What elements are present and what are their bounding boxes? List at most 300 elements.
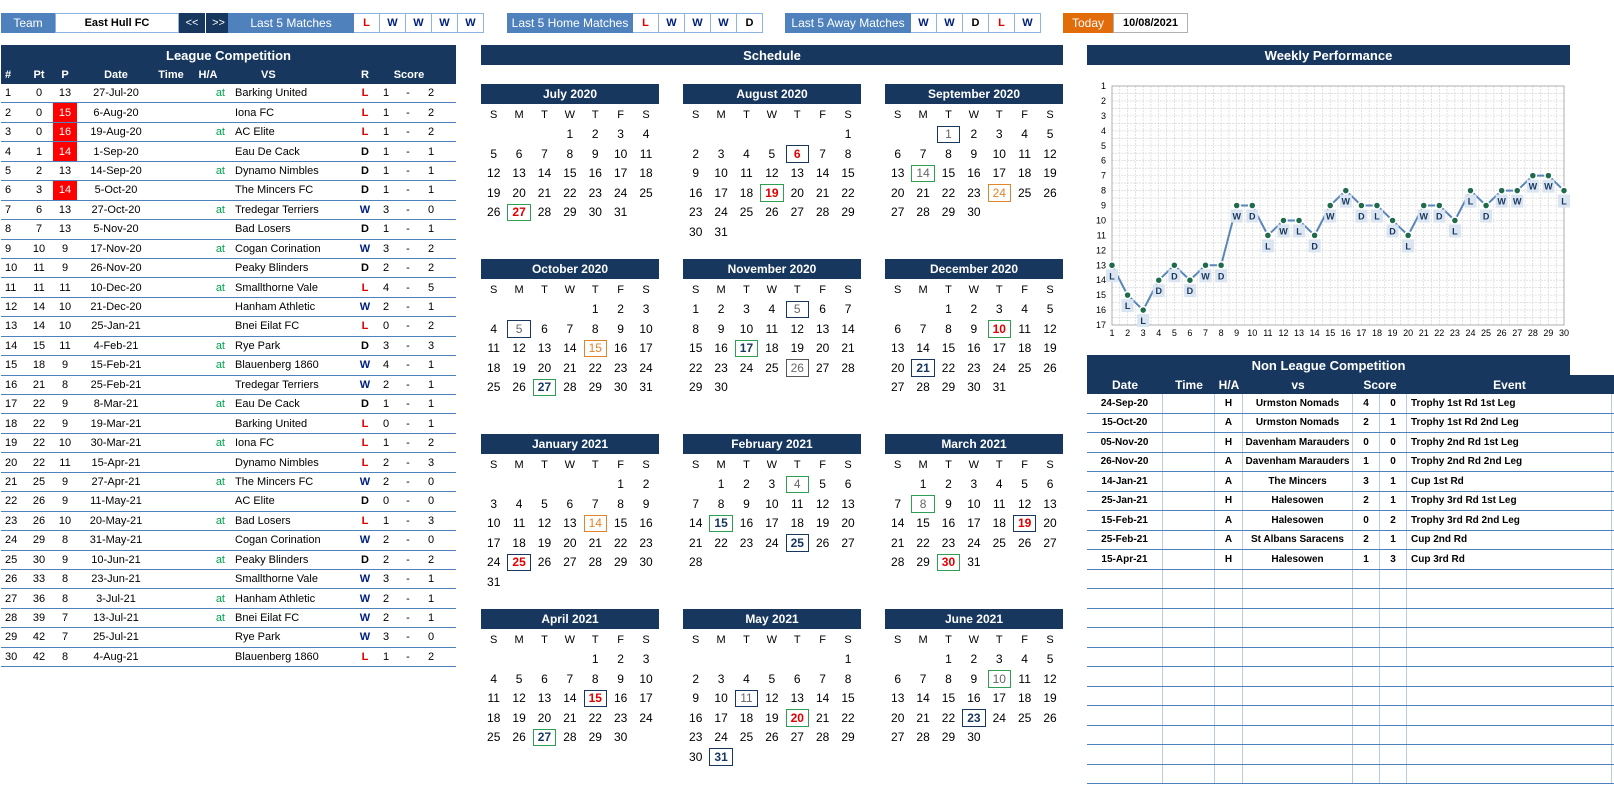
calendar-day[interactable]: 10 xyxy=(714,166,728,181)
empty-row[interactable] xyxy=(1087,726,1614,746)
calendar-day[interactable]: 3 xyxy=(617,127,624,142)
match-day[interactable]: 20 xyxy=(785,708,810,728)
calendar-day[interactable]: 6 xyxy=(1046,477,1054,492)
calendar-day[interactable]: 25 xyxy=(639,185,653,200)
calendar-day[interactable]: 27 xyxy=(891,205,905,220)
calendar-day[interactable]: 22 xyxy=(941,360,956,375)
calendar-day[interactable]: 9 xyxy=(692,166,700,181)
calendar-day[interactable]: 12 xyxy=(512,341,526,356)
calendar-day[interactable]: 25 xyxy=(487,730,501,745)
calendar-day[interactable]: 8 xyxy=(717,496,725,511)
calendar-day[interactable]: 15 xyxy=(841,166,855,181)
calendar-day[interactable]: 26 xyxy=(765,205,779,220)
calendar-day[interactable]: 27 xyxy=(891,380,905,395)
calendar-day[interactable]: 6 xyxy=(566,496,574,511)
match-day[interactable]: 17 xyxy=(734,339,759,359)
empty-cell[interactable] xyxy=(1163,745,1215,764)
calendar-day[interactable]: 10 xyxy=(739,321,754,336)
empty-cell[interactable] xyxy=(1087,687,1163,706)
empty-cell[interactable] xyxy=(1243,570,1353,589)
calendar-day[interactable]: 15 xyxy=(689,341,703,356)
calendar-day[interactable]: 28 xyxy=(815,730,830,745)
empty-cell[interactable] xyxy=(1087,726,1163,745)
calendar-day[interactable]: 16 xyxy=(689,710,703,725)
calendar-day[interactable]: 5 xyxy=(515,671,523,686)
calendar-day[interactable]: 29 xyxy=(588,730,602,745)
calendar-day[interactable]: 22 xyxy=(941,710,956,725)
calendar-day[interactable]: 13 xyxy=(563,516,577,531)
calendar-day[interactable]: 24 xyxy=(765,535,779,550)
calendar-day[interactable]: 29 xyxy=(841,730,855,745)
calendar-day[interactable]: 25 xyxy=(487,380,501,395)
empty-cell[interactable] xyxy=(1163,667,1215,686)
calendar-day[interactable]: 12 xyxy=(1043,671,1057,686)
calendar-day[interactable]: 22 xyxy=(841,710,855,725)
calendar-day[interactable]: 30 xyxy=(588,205,602,220)
empty-cell[interactable] xyxy=(1087,648,1163,667)
calendar-day[interactable]: 24 xyxy=(992,710,1006,725)
empty-cell[interactable] xyxy=(1407,628,1612,647)
calendar-day[interactable]: 15 xyxy=(941,166,956,181)
calendar-day[interactable]: 30 xyxy=(967,205,981,220)
empty-cell[interactable] xyxy=(1087,570,1163,589)
empty-row[interactable] xyxy=(1087,687,1614,707)
team-name-field[interactable]: East Hull FC xyxy=(55,13,179,33)
empty-cell[interactable] xyxy=(1215,667,1243,686)
match-day[interactable]: 21 xyxy=(910,358,935,378)
calendar-day[interactable]: 4 xyxy=(743,146,750,161)
calendar-day[interactable]: 21 xyxy=(841,341,855,356)
empty-cell[interactable] xyxy=(1215,628,1243,647)
match-day[interactable]: 15 xyxy=(583,689,608,709)
calendar-day[interactable]: 16 xyxy=(639,516,653,531)
calendar-day[interactable]: 2 xyxy=(617,652,624,667)
match-day[interactable]: 5 xyxy=(785,300,810,320)
calendar-day[interactable]: 20 xyxy=(537,710,552,725)
match-day[interactable]: 8 xyxy=(910,494,935,514)
calendar-day[interactable]: 4 xyxy=(995,477,1003,492)
empty-cell[interactable] xyxy=(1215,570,1243,589)
match-day[interactable]: 27 xyxy=(532,728,557,748)
match-day[interactable]: 30 xyxy=(936,553,961,573)
calendar-day[interactable]: 5 xyxy=(768,671,776,686)
empty-cell[interactable] xyxy=(1380,687,1407,706)
calendar-day[interactable]: 19 xyxy=(1043,166,1057,181)
match-day[interactable]: 25 xyxy=(506,553,531,573)
empty-cell[interactable] xyxy=(1215,609,1243,628)
calendar-day[interactable]: 4 xyxy=(1021,652,1028,667)
calendar-day[interactable]: 6 xyxy=(541,321,548,336)
calendar-day[interactable]: 13 xyxy=(891,691,905,706)
empty-cell[interactable] xyxy=(1353,628,1380,647)
empty-cell[interactable] xyxy=(1353,706,1380,725)
calendar-day[interactable]: 26 xyxy=(487,205,501,220)
calendar-day[interactable]: 29 xyxy=(916,555,930,570)
calendar-day[interactable]: 14 xyxy=(563,691,577,706)
empty-cell[interactable] xyxy=(1353,609,1380,628)
calendar-day[interactable]: 3 xyxy=(768,477,776,492)
calendar-day[interactable]: 12 xyxy=(512,691,526,706)
calendar-day[interactable]: 18 xyxy=(790,516,804,531)
calendar-day[interactable]: 20 xyxy=(891,710,905,725)
calendar-day[interactable]: 8 xyxy=(591,671,599,686)
calendar-day[interactable]: 20 xyxy=(841,516,855,531)
calendar-day[interactable]: 14 xyxy=(916,341,930,356)
calendar-day[interactable]: 3 xyxy=(743,302,750,317)
calendar-day[interactable]: 17 xyxy=(992,341,1006,356)
calendar-day[interactable]: 6 xyxy=(894,671,902,686)
calendar-day[interactable]: 26 xyxy=(1043,185,1057,200)
calendar-day[interactable]: 6 xyxy=(541,671,548,686)
calendar-day[interactable]: 7 xyxy=(692,496,700,511)
match-day[interactable]: 24 xyxy=(987,183,1012,203)
empty-cell[interactable] xyxy=(1215,589,1243,608)
calendar-day[interactable]: 8 xyxy=(692,321,700,336)
match-day[interactable]: 23 xyxy=(961,708,986,728)
calendar-day[interactable]: 18 xyxy=(992,516,1006,531)
empty-cell[interactable] xyxy=(1243,745,1353,764)
calendar-day[interactable]: 2 xyxy=(717,302,725,317)
calendar-day[interactable]: 1 xyxy=(945,302,952,317)
calendar-day[interactable]: 1 xyxy=(591,302,599,317)
calendar-day[interactable]: 8 xyxy=(844,146,852,161)
calendar-day[interactable]: 11 xyxy=(1018,671,1031,686)
calendar-day[interactable]: 3 xyxy=(995,302,1003,317)
calendar-day[interactable]: 28 xyxy=(815,205,830,220)
calendar-day[interactable]: 12 xyxy=(487,166,501,181)
calendar-day[interactable]: 30 xyxy=(689,749,703,764)
calendar-day[interactable]: 13 xyxy=(891,166,905,181)
calendar-day[interactable]: 7 xyxy=(566,321,574,336)
calendar-day[interactable]: 29 xyxy=(941,380,956,395)
calendar-day[interactable]: 21 xyxy=(588,535,602,550)
calendar-day[interactable]: 1 xyxy=(844,127,852,142)
calendar-day[interactable]: 30 xyxy=(967,380,981,395)
calendar-day[interactable]: 19 xyxy=(790,341,804,356)
empty-cell[interactable] xyxy=(1163,726,1215,745)
calendar-day[interactable]: 22 xyxy=(563,185,577,200)
calendar-day[interactable]: 10 xyxy=(613,146,628,161)
match-day[interactable]: 26 xyxy=(785,358,810,378)
calendar-day[interactable]: 17 xyxy=(967,516,981,531)
calendar-day[interactable]: 7 xyxy=(894,496,902,511)
calendar-day[interactable]: 7 xyxy=(919,146,927,161)
calendar-day[interactable]: 10 xyxy=(992,146,1006,161)
calendar-day[interactable]: 8 xyxy=(945,321,952,336)
calendar-day[interactable]: 13 xyxy=(841,496,855,511)
calendar-day[interactable]: 1 xyxy=(945,652,952,667)
calendar-day[interactable]: 28 xyxy=(563,730,577,745)
calendar-day[interactable]: 9 xyxy=(692,691,700,706)
calendar-day[interactable]: 18 xyxy=(487,360,501,375)
calendar-day[interactable]: 16 xyxy=(967,691,981,706)
calendar-day[interactable]: 20 xyxy=(563,535,577,550)
empty-cell[interactable] xyxy=(1380,628,1407,647)
calendar-day[interactable]: 15 xyxy=(563,166,577,181)
empty-cell[interactable] xyxy=(1243,765,1353,784)
calendar-day[interactable]: 27 xyxy=(790,730,804,745)
calendar-day[interactable]: 31 xyxy=(992,380,1006,395)
match-day[interactable]: 19 xyxy=(759,183,784,203)
calendar-day[interactable]: 10 xyxy=(639,321,653,336)
calendar-day[interactable]: 20 xyxy=(891,185,905,200)
calendar-day[interactable]: 11 xyxy=(993,496,1006,511)
calendar-day[interactable]: 18 xyxy=(1017,166,1032,181)
calendar-day[interactable]: 13 xyxy=(815,321,830,336)
calendar-day[interactable]: 30 xyxy=(639,555,653,570)
calendar-day[interactable]: 22 xyxy=(916,535,930,550)
calendar-day[interactable]: 6 xyxy=(894,321,902,336)
calendar-day[interactable]: 22 xyxy=(588,710,602,725)
calendar-day[interactable]: 13 xyxy=(1043,496,1057,511)
empty-cell[interactable] xyxy=(1380,726,1407,745)
calendar-day[interactable]: 25 xyxy=(765,360,779,375)
calendar-day[interactable]: 4 xyxy=(743,671,750,686)
calendar-day[interactable]: 29 xyxy=(563,205,577,220)
empty-row[interactable] xyxy=(1087,570,1614,590)
calendar-day[interactable]: 5 xyxy=(1046,302,1054,317)
calendar-day[interactable]: 27 xyxy=(891,730,905,745)
calendar-day[interactable]: 14 xyxy=(537,166,552,181)
calendar-day[interactable]: 4 xyxy=(642,127,650,142)
empty-cell[interactable] xyxy=(1380,589,1407,608)
calendar-day[interactable]: 9 xyxy=(970,146,978,161)
empty-cell[interactable] xyxy=(1215,706,1243,725)
calendar-day[interactable]: 28 xyxy=(689,555,703,570)
calendar-day[interactable]: 6 xyxy=(515,146,523,161)
match-day[interactable]: 1 xyxy=(936,125,961,145)
calendar-day[interactable]: 25 xyxy=(739,730,754,745)
empty-cell[interactable] xyxy=(1163,589,1215,608)
empty-cell[interactable] xyxy=(1215,648,1243,667)
empty-cell[interactable] xyxy=(1380,609,1407,628)
calendar-day[interactable]: 24 xyxy=(487,555,501,570)
calendar-day[interactable]: 7 xyxy=(819,146,826,161)
calendar-day[interactable]: 25 xyxy=(1017,185,1032,200)
calendar-day[interactable]: 2 xyxy=(591,127,599,142)
calendar-day[interactable]: 23 xyxy=(941,535,956,550)
calendar-day[interactable]: 26 xyxy=(512,730,526,745)
calendar-day[interactable]: 20 xyxy=(815,341,830,356)
calendar-day[interactable]: 20 xyxy=(790,185,804,200)
calendar-day[interactable]: 5 xyxy=(490,146,498,161)
calendar-day[interactable]: 3 xyxy=(717,146,725,161)
calendar-day[interactable]: 24 xyxy=(639,710,653,725)
match-day[interactable]: 11 xyxy=(734,689,759,709)
calendar-day[interactable]: 5 xyxy=(768,146,776,161)
calendar-day[interactable]: 31 xyxy=(967,555,981,570)
match-day[interactable]: 14 xyxy=(910,164,935,184)
calendar-day[interactable]: 12 xyxy=(790,321,804,336)
calendar-day[interactable]: 19 xyxy=(765,710,779,725)
calendar-day[interactable]: 22 xyxy=(841,185,855,200)
calendar-day[interactable]: 19 xyxy=(537,535,552,550)
calendar-day[interactable]: 26 xyxy=(765,730,779,745)
calendar-day[interactable]: 21 xyxy=(815,710,830,725)
calendar-day[interactable]: 21 xyxy=(689,535,703,550)
calendar-day[interactable]: 17 xyxy=(714,185,728,200)
calendar-day[interactable]: 21 xyxy=(916,710,930,725)
calendar-day[interactable]: 4 xyxy=(490,671,498,686)
empty-cell[interactable] xyxy=(1353,589,1380,608)
calendar-day[interactable]: 3 xyxy=(717,671,725,686)
calendar-day[interactable]: 7 xyxy=(844,302,852,317)
calendar-day[interactable]: 2 xyxy=(692,146,700,161)
calendar-day[interactable]: 16 xyxy=(613,341,628,356)
calendar-day[interactable]: 20 xyxy=(537,360,552,375)
calendar-day[interactable]: 2 xyxy=(970,127,978,142)
calendar-day[interactable]: 21 xyxy=(563,710,577,725)
calendar-day[interactable]: 10 xyxy=(967,496,981,511)
calendar-day[interactable]: 12 xyxy=(765,166,779,181)
calendar-day[interactable]: 21 xyxy=(815,185,830,200)
previous-team-button[interactable]: << xyxy=(179,13,205,33)
calendar-day[interactable]: 14 xyxy=(916,691,930,706)
calendar-day[interactable]: 2 xyxy=(642,477,650,492)
calendar-day[interactable]: 3 xyxy=(995,127,1003,142)
calendar-day[interactable]: 30 xyxy=(613,380,628,395)
calendar-day[interactable]: 8 xyxy=(945,671,952,686)
calendar-day[interactable]: 25 xyxy=(1017,360,1032,375)
empty-cell[interactable] xyxy=(1353,687,1380,706)
calendar-day[interactable]: 17 xyxy=(992,166,1006,181)
calendar-day[interactable]: 17 xyxy=(639,691,653,706)
empty-cell[interactable] xyxy=(1087,765,1163,784)
calendar-day[interactable]: 29 xyxy=(588,380,602,395)
calendar-day[interactable]: 19 xyxy=(1043,691,1057,706)
empty-cell[interactable] xyxy=(1407,589,1612,608)
calendar-day[interactable]: 16 xyxy=(689,185,703,200)
calendar-day[interactable]: 9 xyxy=(617,671,624,686)
calendar-day[interactable]: 18 xyxy=(1017,691,1032,706)
calendar-day[interactable]: 28 xyxy=(891,555,905,570)
calendar-day[interactable]: 22 xyxy=(941,185,956,200)
calendar-day[interactable]: 9 xyxy=(970,671,978,686)
calendar-day[interactable]: 6 xyxy=(793,671,801,686)
calendar-day[interactable]: 23 xyxy=(689,205,703,220)
calendar-day[interactable]: 6 xyxy=(844,477,852,492)
match-day[interactable]: 6 xyxy=(785,144,810,164)
calendar-day[interactable]: 24 xyxy=(992,360,1006,375)
calendar-day[interactable]: 25 xyxy=(1017,710,1032,725)
calendar-day[interactable]: 14 xyxy=(689,516,703,531)
calendar-day[interactable]: 18 xyxy=(739,710,754,725)
calendar-day[interactable]: 2 xyxy=(945,477,952,492)
calendar-day[interactable]: 5 xyxy=(819,477,826,492)
calendar-day[interactable]: 17 xyxy=(714,710,728,725)
calendar-day[interactable]: 1 xyxy=(617,477,624,492)
empty-cell[interactable] xyxy=(1407,648,1612,667)
calendar-day[interactable]: 4 xyxy=(515,496,523,511)
calendar-day[interactable]: 30 xyxy=(967,730,981,745)
calendar-day[interactable]: 23 xyxy=(967,185,981,200)
calendar-day[interactable]: 4 xyxy=(768,302,776,317)
empty-row[interactable] xyxy=(1087,628,1614,648)
calendar-day[interactable]: 26 xyxy=(1043,710,1057,725)
empty-row[interactable] xyxy=(1087,667,1614,687)
calendar-day[interactable]: 18 xyxy=(739,185,754,200)
empty-cell[interactable] xyxy=(1087,628,1163,647)
empty-cell[interactable] xyxy=(1353,745,1380,764)
calendar-day[interactable]: 23 xyxy=(689,730,703,745)
calendar-day[interactable]: 12 xyxy=(815,496,830,511)
empty-cell[interactable] xyxy=(1215,726,1243,745)
calendar-day[interactable]: 15 xyxy=(941,341,956,356)
empty-cell[interactable] xyxy=(1087,745,1163,764)
empty-cell[interactable] xyxy=(1243,628,1353,647)
calendar-day[interactable]: 18 xyxy=(639,166,653,181)
calendar-day[interactable]: 11 xyxy=(487,691,500,706)
calendar-day[interactable]: 16 xyxy=(739,516,754,531)
calendar-day[interactable]: 9 xyxy=(743,496,750,511)
calendar-day[interactable]: 1 xyxy=(844,652,852,667)
calendar-day[interactable]: 23 xyxy=(739,535,754,550)
calendar-day[interactable]: 4 xyxy=(490,321,498,336)
calendar-day[interactable]: 29 xyxy=(613,555,628,570)
empty-cell[interactable] xyxy=(1407,726,1612,745)
calendar-day[interactable]: 19 xyxy=(512,360,526,375)
calendar-day[interactable]: 8 xyxy=(945,146,952,161)
calendar-day[interactable]: 14 xyxy=(815,691,830,706)
empty-row[interactable] xyxy=(1087,706,1614,726)
empty-row[interactable] xyxy=(1087,765,1614,785)
calendar-day[interactable]: 24 xyxy=(639,360,653,375)
calendar-day[interactable]: 15 xyxy=(941,691,956,706)
empty-cell[interactable] xyxy=(1407,609,1612,628)
calendar-day[interactable]: 20 xyxy=(1043,516,1057,531)
empty-row[interactable] xyxy=(1087,609,1614,629)
empty-cell[interactable] xyxy=(1243,726,1353,745)
calendar-day[interactable]: 3 xyxy=(642,652,650,667)
calendar-day[interactable]: 7 xyxy=(819,671,826,686)
calendar-day[interactable]: 25 xyxy=(992,535,1006,550)
calendar-day[interactable]: 24 xyxy=(714,205,728,220)
empty-cell[interactable] xyxy=(1243,687,1353,706)
empty-cell[interactable] xyxy=(1163,648,1215,667)
calendar-day[interactable]: 18 xyxy=(1017,341,1032,356)
empty-cell[interactable] xyxy=(1407,745,1612,764)
calendar-day[interactable]: 15 xyxy=(841,691,855,706)
calendar-day[interactable]: 13 xyxy=(790,166,804,181)
empty-cell[interactable] xyxy=(1087,667,1163,686)
calendar-day[interactable]: 15 xyxy=(916,516,930,531)
calendar-day[interactable]: 16 xyxy=(941,516,956,531)
calendar-day[interactable]: 23 xyxy=(714,360,728,375)
calendar-day[interactable]: 29 xyxy=(941,205,956,220)
calendar-day[interactable]: 14 xyxy=(563,341,577,356)
calendar-day[interactable]: 31 xyxy=(487,574,501,589)
calendar-day[interactable]: 7 xyxy=(541,146,548,161)
empty-cell[interactable] xyxy=(1353,667,1380,686)
calendar-day[interactable]: 18 xyxy=(765,341,779,356)
calendar-day[interactable]: 14 xyxy=(841,321,855,336)
empty-cell[interactable] xyxy=(1353,765,1380,784)
empty-cell[interactable] xyxy=(1215,745,1243,764)
empty-row[interactable] xyxy=(1087,745,1614,765)
calendar-day[interactable]: 13 xyxy=(537,691,552,706)
calendar-day[interactable]: 11 xyxy=(765,321,779,336)
calendar-day[interactable]: 11 xyxy=(740,166,753,181)
calendar-day[interactable]: 18 xyxy=(487,710,501,725)
calendar-day[interactable]: 13 xyxy=(790,691,804,706)
calendar-day[interactable]: 22 xyxy=(689,360,703,375)
empty-cell[interactable] xyxy=(1407,706,1612,725)
calendar-day[interactable]: 28 xyxy=(841,360,855,375)
calendar-day[interactable]: 13 xyxy=(512,166,526,181)
empty-cell[interactable] xyxy=(1353,648,1380,667)
calendar-day[interactable]: 30 xyxy=(689,224,703,239)
match-day[interactable]: 4 xyxy=(785,475,810,495)
